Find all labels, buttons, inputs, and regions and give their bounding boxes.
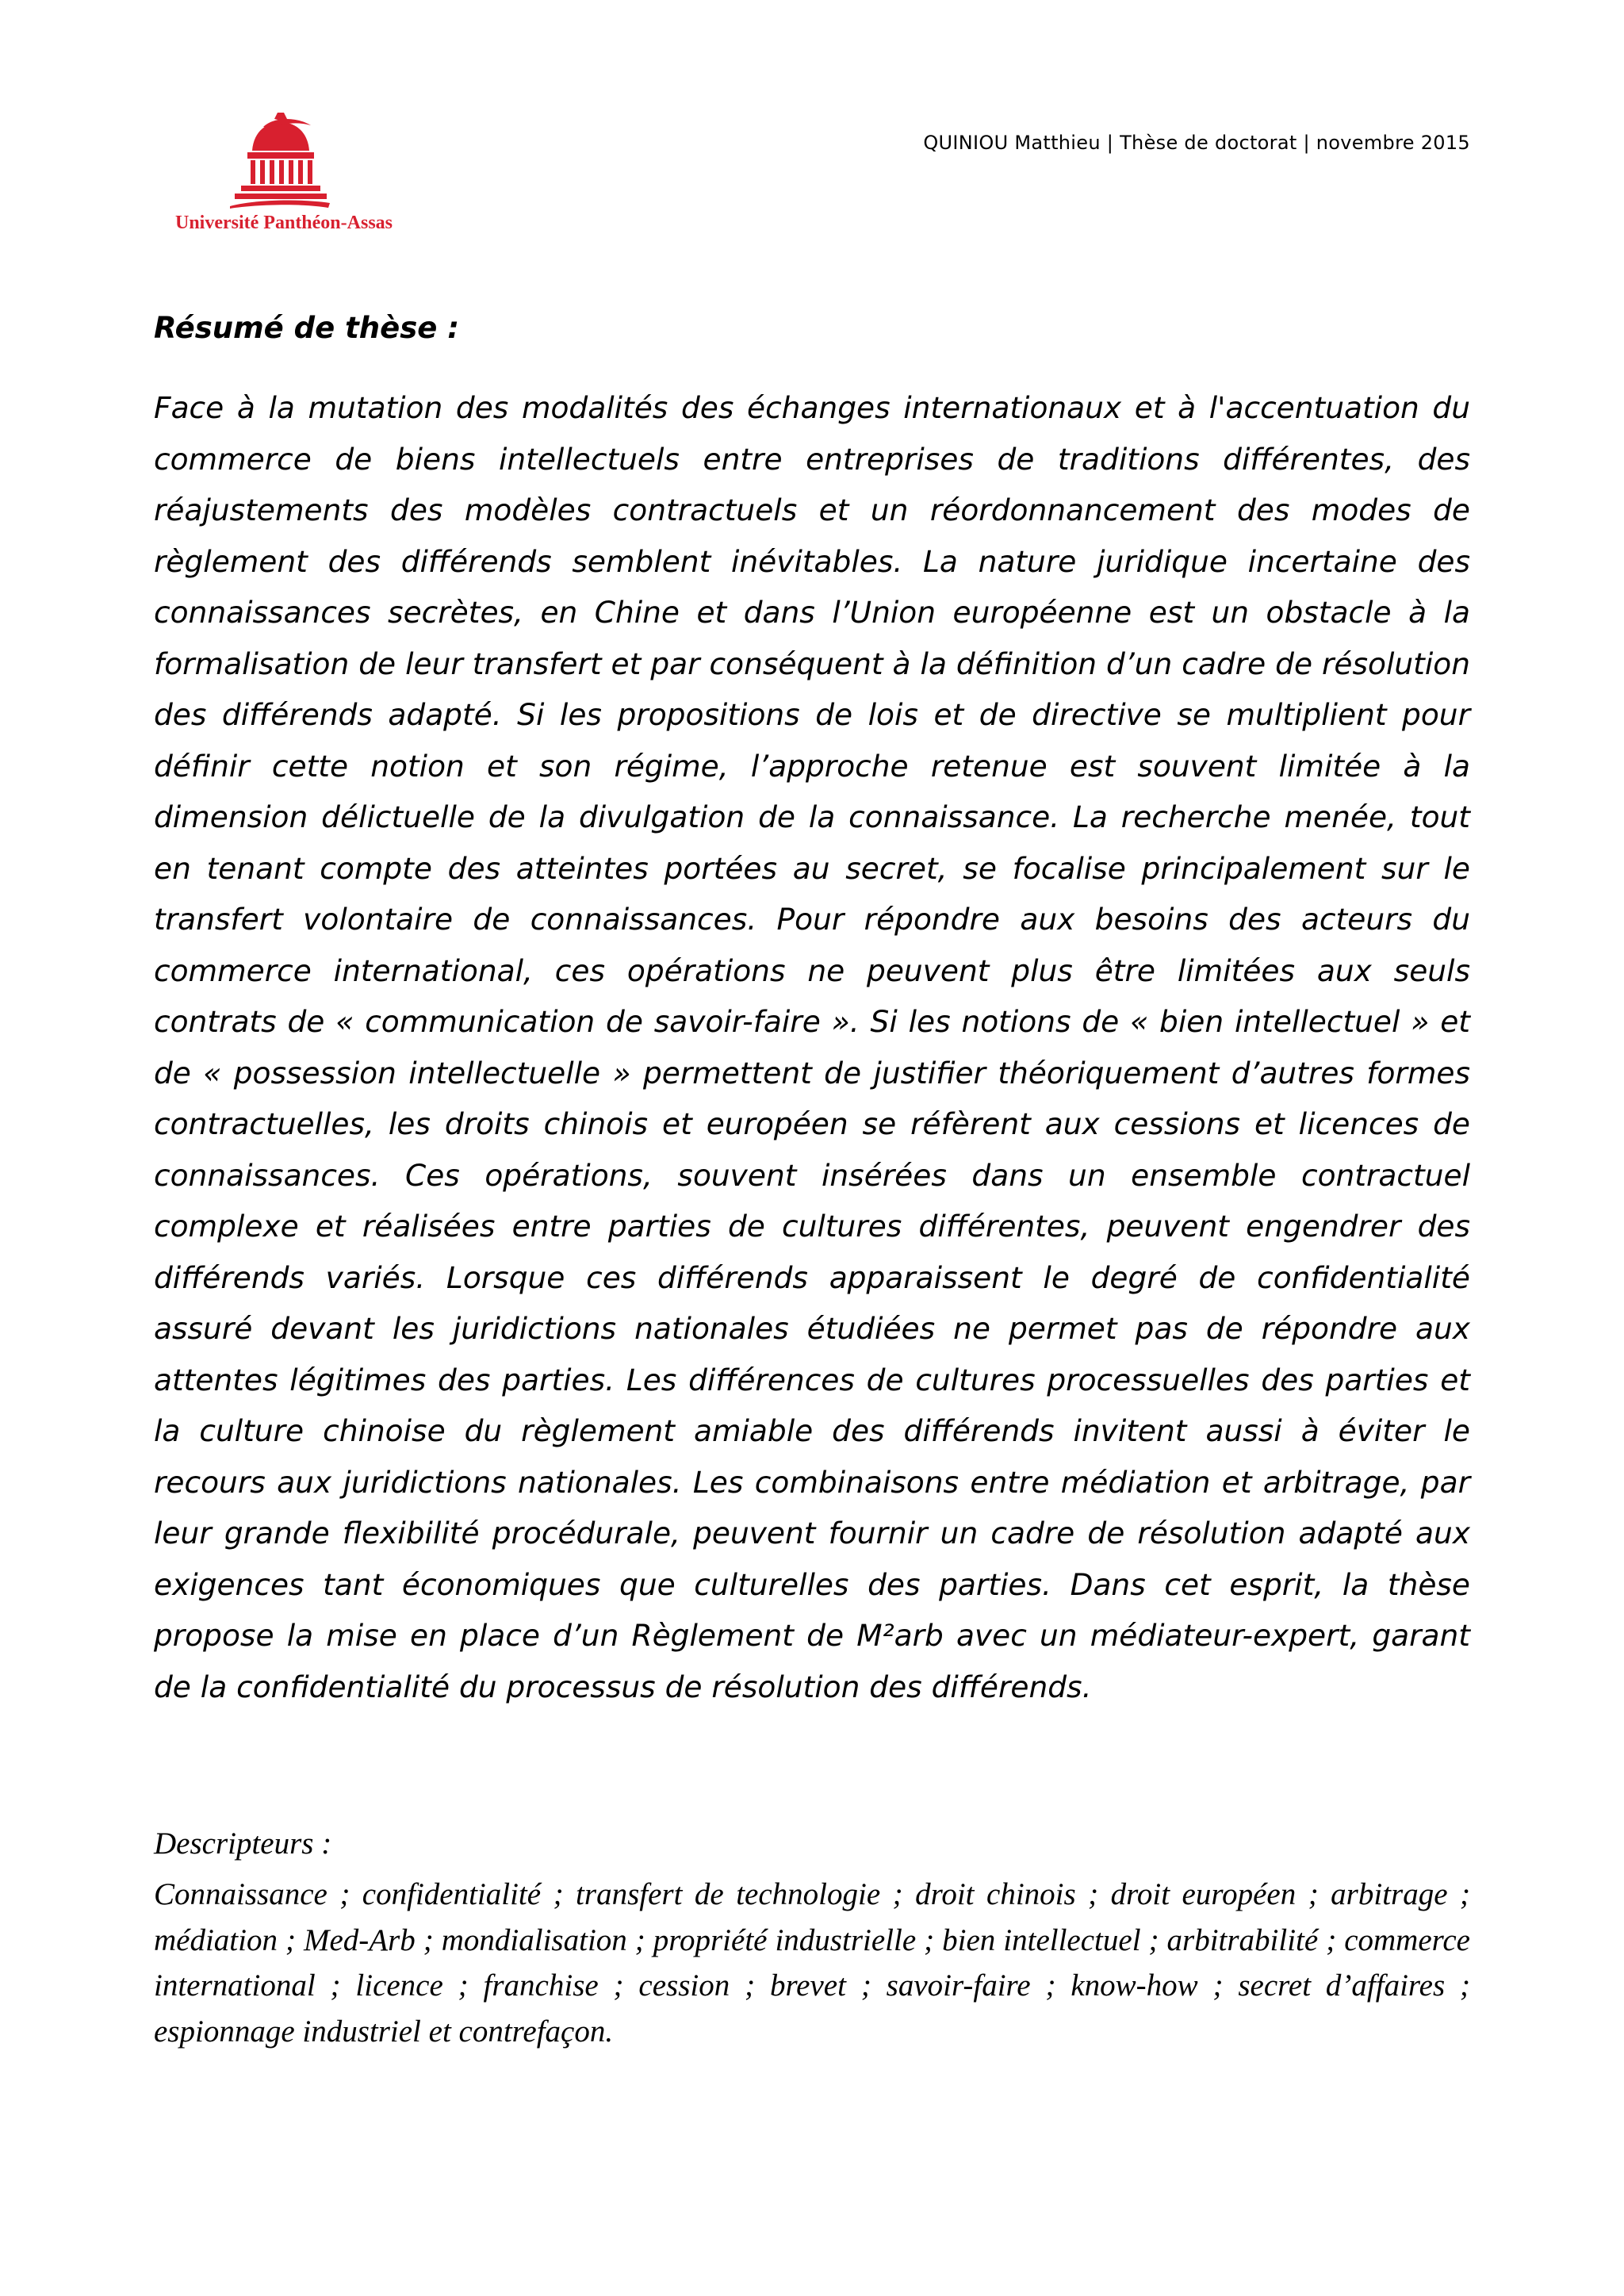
pantheon-dome-logo-icon bbox=[228, 109, 331, 209]
abstract-text: Face à la mutation des modalités des échanges internationaux et à l'accentuation du commerce de biens intellectuels entre entreprises de traditions différentes, des réajustements des modèles contractuels et un réordonnancement des modes de règlement des différends semblent inévitables. La nature juridique incertaine des connaissances secrètes, en Chine et dans l’Union européenne est un obstacle à la formalisation de leur transfert et par conséquent à la définition d’un cadre de résolution des différends adapté. Si les propositions de lois et de directive se multiplient pour définir cette notion et son régime, l’approche retenue est souvent limitée à la dimension délictuelle de la divulgation de la connaissance. La recherche menée, tout en tenant compte des atteintes portées au secret, se focalise principalement sur le transfert volontaire de connaissances. Pour répondre aux besoins des acteurs du commerce international, ces opérations ne peuvent plus être limitées aux seuls contrats de « communication de savoir-faire ». Si les notions de « bien intellectuel » et de « possession intellectuelle » permettent de justifier théoriquement d’autres formes contractuelles, les droits chinois et européen se réfèrent aux cessions et licences de connaissances. Ces opérations, souvent insérées dans un ensemble contractuel complexe et réalisées entre parties de cultures différentes, peuvent engendrer des différends variés. Lorsque ces différends apparaissent le degré de confidentialité assuré devant les juridictions nationales étudiées ne permet pas de répondre aux attentes légitimes des parties. Les différences de cultures processuelles des parties et la culture chinoise du règlement amiable des différends invitent aussi à éviter le recours aux juridictions nationales. Les combinaisons entre médiation et arbitrage, par leur grande flexibilité procédurale, peuvent fournir un cadre de résolution adapté aux exigences tant économiques que culturelles des parties. Dans cet esprit, la thèse propose la mise en place d’un Règlement de M²arb avec un médiateur-expert, garant de la confidentialité du processus de résolution des différends. bbox=[154, 390, 1470, 1704]
header-meta: QUINIOU Matthieu | Thèse de doctorat | novembre 2015 bbox=[923, 132, 1470, 154]
university-name: Université Panthéon-Assas bbox=[175, 213, 393, 233]
university-logo bbox=[153, 109, 415, 244]
keywords-list: Connaissance ; confidentialité ; transfert de technologie ; droit chinois ; droit européen ; arbitrage ; médiation ; Med-Arb ; mondialisation ; propriété industrielle ; bien intellectuel ; arbitrabilité ; commerce international ; licence ; franchise ; cession ; brevet ; savoir-faire ; know-how ; secret d’affaires ; espionnage industriel et contrefaçon. bbox=[154, 1877, 1470, 2049]
abstract-title: Résumé de thèse : bbox=[154, 311, 460, 345]
keywords-heading: Descripteurs : bbox=[154, 1826, 332, 1861]
